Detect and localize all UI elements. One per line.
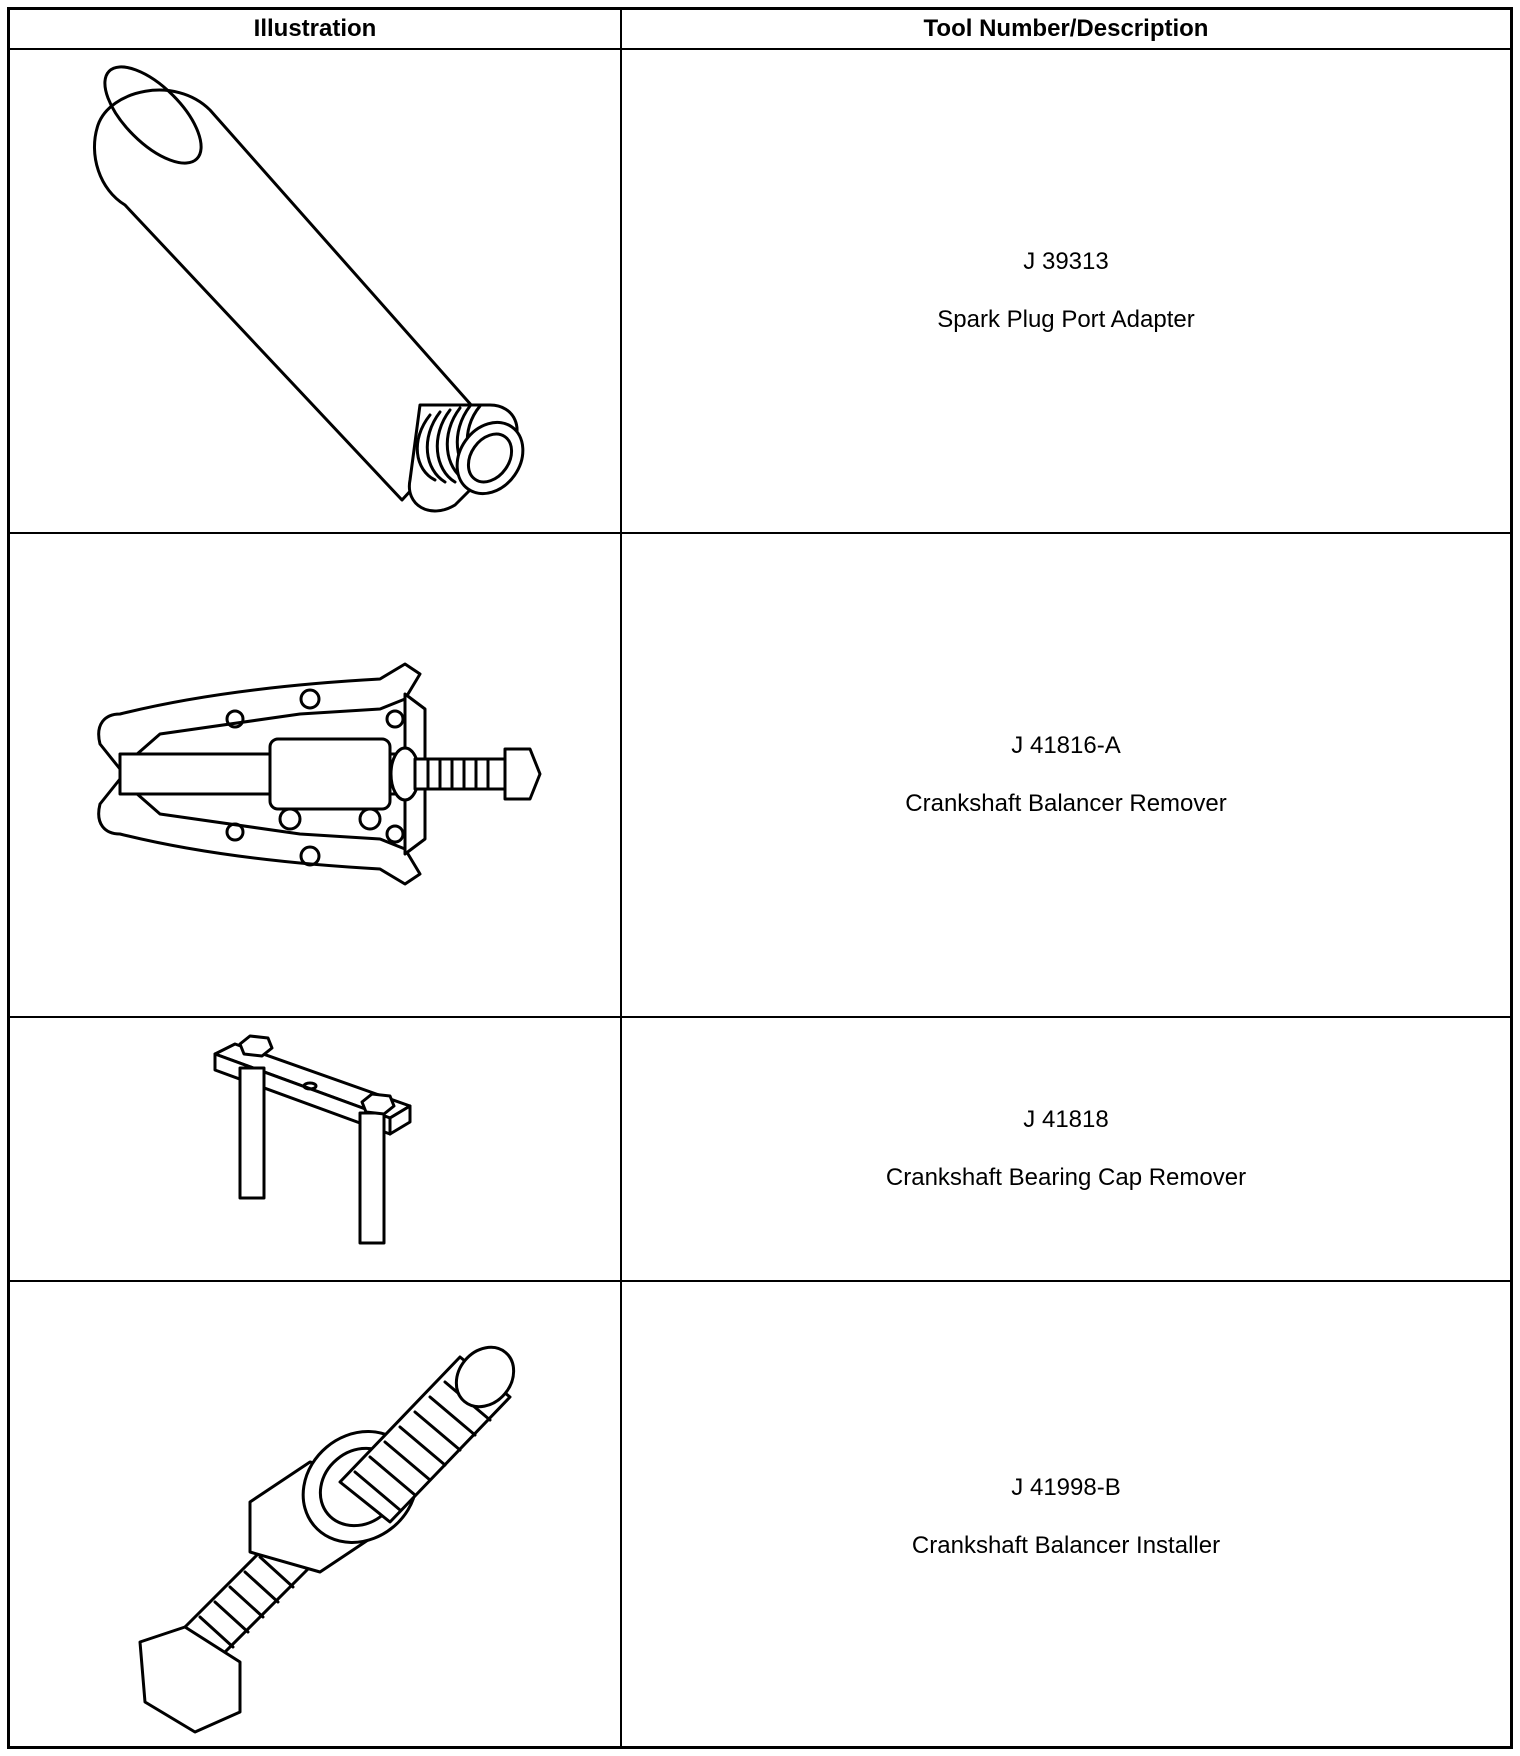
crankshaft-balancer-remover-illustration <box>10 534 620 1016</box>
tool-number: J 41816-A <box>1011 732 1121 759</box>
tool-number: J 39313 <box>1023 248 1109 275</box>
header-tool-description: Tool Number/Description <box>923 15 1209 42</box>
tool-number: J 41818 <box>1023 1106 1109 1133</box>
tool-description-cell <box>622 534 1510 1016</box>
tool-description: Spark Plug Port Adapter <box>937 306 1195 333</box>
tool-description: Crankshaft Balancer Installer <box>911 1532 1221 1559</box>
crankshaft-balancer-installer-illustration <box>10 1282 620 1752</box>
tool-description: Crankshaft Balancer Remover <box>905 790 1227 817</box>
table-row-illustration <box>10 1282 620 1752</box>
header-illustration: Illustration <box>253 15 377 42</box>
spark-plug-port-adapter-illustration <box>10 50 620 532</box>
tool-description-cell <box>622 1282 1510 1752</box>
table-row-illustration <box>10 1018 620 1280</box>
tool-description-cell <box>622 1018 1510 1280</box>
tools-table <box>7 7 1513 1749</box>
tool-description: Crankshaft Bearing Cap Remover <box>885 1164 1247 1191</box>
tool-description-cell <box>622 50 1510 532</box>
table-row-illustration <box>10 534 620 1016</box>
table-row-illustration <box>10 50 620 532</box>
tool-number: J 41998-B <box>1011 1474 1121 1501</box>
crankshaft-bearing-cap-remover-illustration <box>10 1018 620 1280</box>
